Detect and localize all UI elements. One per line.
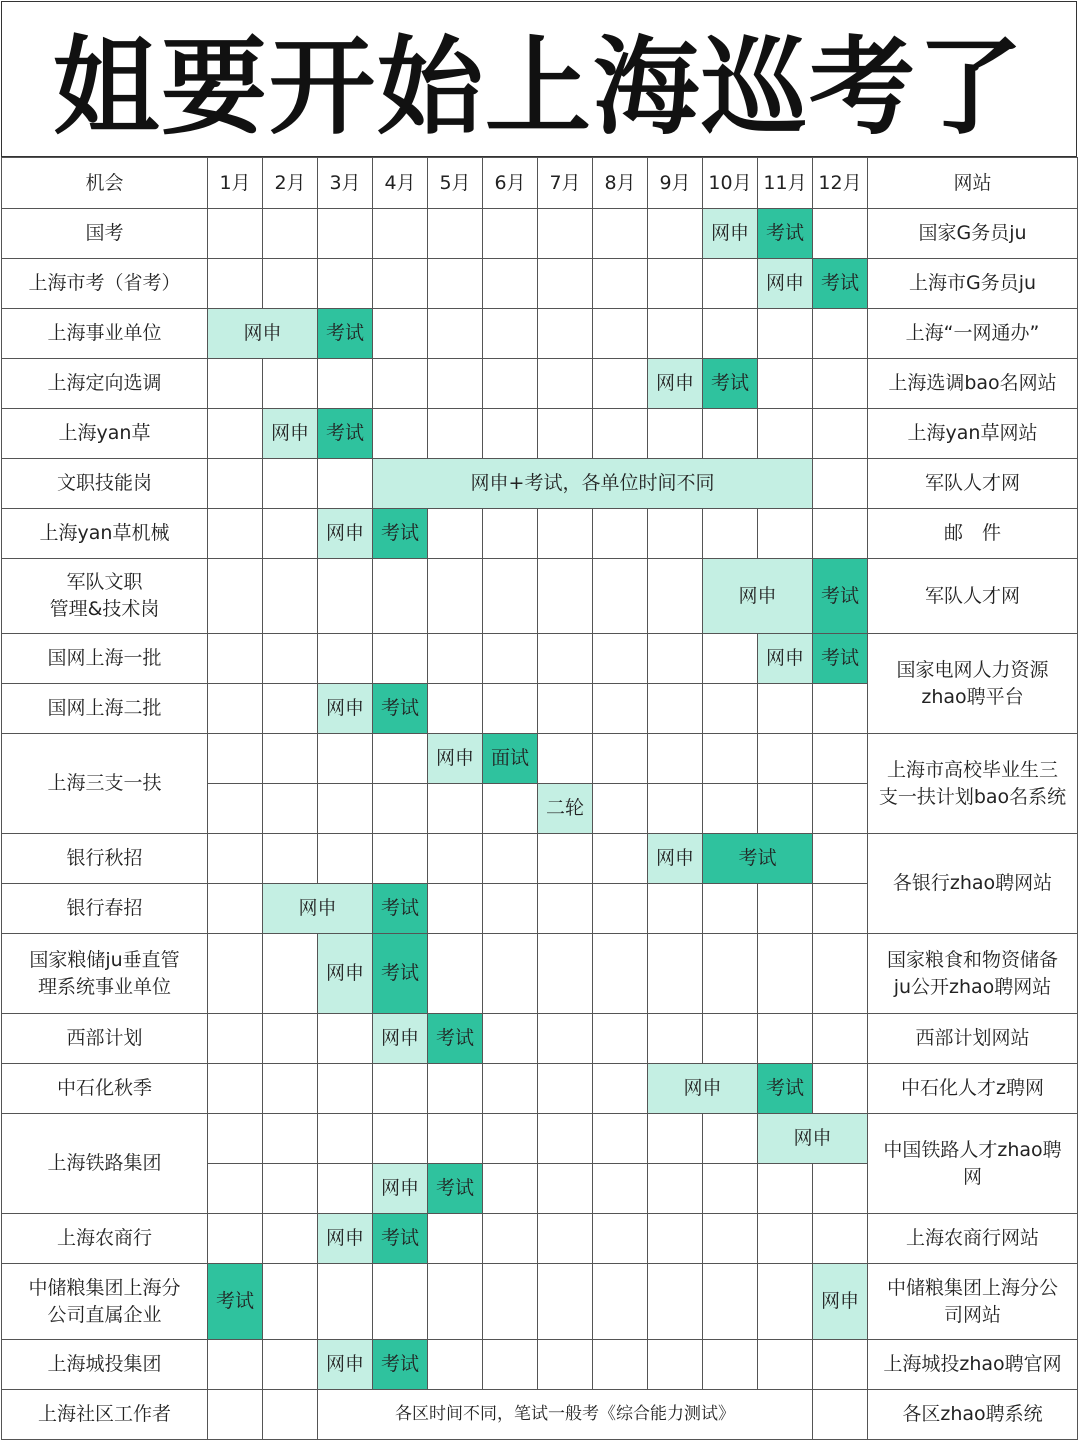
apply-bar: 网申 [318,1214,373,1264]
exam-bar: 考试 [813,259,868,309]
header-month: 11月 [758,158,813,209]
header-month: 3月 [318,158,373,209]
row-name [2,934,208,1014]
exam-bar: 考试 [373,934,428,1014]
row-name: 文职技能岗 [2,459,208,509]
row-site: 军队人才网 [868,459,1078,509]
apply-bar: 网申 [373,1014,428,1064]
exam-bar: 考试 [428,1014,483,1064]
row-site [868,934,1078,1014]
header-month: 4月 [373,158,428,209]
table-row [2,1340,1078,1390]
site-line: 国家电网人力资源 [896,658,1049,681]
row-site [868,734,1078,834]
table-row [2,1264,1078,1340]
row-name: 上海yan草机械 [2,509,208,559]
row-site: 中石化人才z聘网 [868,1064,1078,1114]
table-row [2,1114,1078,1164]
header-month: 9月 [648,158,703,209]
table-row [2,359,1078,409]
table-row [2,509,1078,559]
row-name [2,559,208,634]
exam-bar: 考试 [703,359,758,409]
site-line: 国家粮食和物资储备 [886,948,1058,971]
apply-bar: 网申 [318,934,373,1014]
exam-bar: 考试 [813,559,868,634]
exam-bar: 考试 [208,1264,263,1340]
exam-bar: 考试 [373,1340,428,1390]
apply-bar: 网申 [703,559,813,634]
row-name: 上海定向选调 [2,359,208,409]
site-line: 支一扶计划bao名系统 [878,785,1067,808]
table-row [2,259,1078,309]
site-line: 中国铁路人才zhao聘 [883,1138,1062,1161]
header-row [2,158,1078,209]
site-line: 上海市高校毕业生三 [886,758,1058,781]
apply-bar: 网申 [813,1264,868,1340]
table-row [2,209,1078,259]
row-site: 西部计划网站 [868,1014,1078,1064]
row-site: 国家G务员ju [868,209,1078,259]
row-name [2,1264,208,1340]
row-name: 上海农商行 [2,1214,208,1264]
page-title: 姐要开始上海巡考了 [53,26,1025,149]
table-row [2,1214,1078,1264]
row-site [868,1114,1078,1214]
header-month: 8月 [593,158,648,209]
row-name: 上海yan草 [2,409,208,459]
second-round-bar: 二轮 [538,784,593,834]
row-name-line: 中储粮集团上海分 [28,1276,181,1299]
apply-bar: 网申 [758,1114,868,1164]
exam-bar: 考试 [373,509,428,559]
table-row [2,309,1078,359]
row-name-line: 理系统事业单位 [37,975,171,998]
interview-bar: 面试 [483,734,538,784]
row-site: 上海yan草网站 [868,409,1078,459]
row-site: 上海城投zhao聘官网 [868,1340,1078,1390]
row-site [868,1264,1078,1340]
row-name-line: 公司直属企业 [47,1303,162,1326]
site-line: 司网站 [943,1303,1001,1326]
apply-bar: 网申 [428,734,483,784]
table-row [2,459,1078,509]
row-name: 上海事业单位 [2,309,208,359]
table-row [2,409,1078,459]
table-row [2,1390,1078,1440]
row-name: 银行秋招 [2,834,208,884]
apply-bar: 网申 [758,259,813,309]
header-month: 7月 [538,158,593,209]
site-line: 网 [962,1165,982,1188]
apply-bar: 网申 [648,834,703,884]
site-line: zhao聘平台 [921,685,1024,708]
exam-bar: 考试 [373,684,428,734]
apply-bar: 网申 [758,634,813,684]
table-row [2,1064,1078,1114]
exam-bar: 考试 [703,834,813,884]
row-site: 上海市G务员ju [868,259,1078,309]
header-month: 5月 [428,158,483,209]
recruitment-calendar-table [1,157,1078,1440]
exam-bar: 考试 [428,1164,483,1214]
table-row [2,634,1078,684]
row-name: 上海社区工作者 [2,1390,208,1440]
apply-bar: 网申 [373,1164,428,1214]
row-name: 上海城投集团 [2,1340,208,1390]
row-site: 上海“一网通办” [868,309,1078,359]
note-bar: 各区时间不同，笔试一般考《综合能力测试》 [318,1390,813,1440]
table-row [2,734,1078,784]
row-name: 西部计划 [2,1014,208,1064]
table-row [2,559,1078,634]
exam-bar: 考试 [758,1064,813,1114]
exam-bar: 考试 [758,209,813,259]
table-row [2,1014,1078,1064]
exam-bar: 考试 [813,634,868,684]
apply-bar: 网申 [208,309,318,359]
exam-bar: 考试 [318,309,373,359]
row-name-line: 管理&技术岗 [49,598,160,620]
apply-exam-bar: 网申+考试，各单位时间不同 [373,459,813,509]
row-name: 中石化秋季 [2,1064,208,1114]
row-site: 上海农商行网站 [868,1214,1078,1264]
row-name: 国网上海一批 [2,634,208,684]
header-month: 6月 [483,158,538,209]
row-name: 国考 [2,209,208,259]
header-month: 10月 [703,158,758,209]
header-month: 2月 [263,158,318,209]
header-month: 1月 [208,158,263,209]
site-line: ju公开zhao聘网站 [893,975,1052,998]
site-line: 中储粮集团上海分公 [886,1276,1058,1299]
apply-bar: 网申 [318,684,373,734]
apply-bar: 网申 [703,209,758,259]
header-opportunity: 机会 [2,158,208,209]
apply-bar: 网申 [648,1064,758,1114]
row-name-line: 军队文职 [66,571,143,594]
header-website: 网站 [868,158,1078,209]
exam-bar: 考试 [318,409,373,459]
row-site: 军队人才网 [868,559,1078,634]
apply-bar: 网申 [263,884,373,934]
row-site: 邮 件 [868,509,1078,559]
row-site: 各银行zhao聘网站 [868,834,1078,934]
exam-bar: 考试 [373,1214,428,1264]
header-month: 12月 [813,158,868,209]
row-name: 银行春招 [2,884,208,934]
row-name: 上海市考（省考） [2,259,208,309]
row-site: 上海选调bao名网站 [868,359,1078,409]
table-row [2,834,1078,884]
exam-bar: 考试 [373,884,428,934]
table-row [2,934,1078,1014]
row-name: 上海三支一扶 [2,734,208,834]
apply-bar: 网申 [648,359,703,409]
apply-bar: 网申 [263,409,318,459]
row-name-line: 国家粮储ju垂直管 [29,948,180,971]
row-name: 上海铁路集团 [2,1114,208,1214]
apply-bar: 网申 [318,1340,373,1390]
title-banner [1,1,1077,157]
row-site: 各区zhao聘系统 [868,1390,1078,1440]
row-site [868,634,1078,734]
row-name: 国网上海二批 [2,684,208,734]
apply-bar: 网申 [318,509,373,559]
